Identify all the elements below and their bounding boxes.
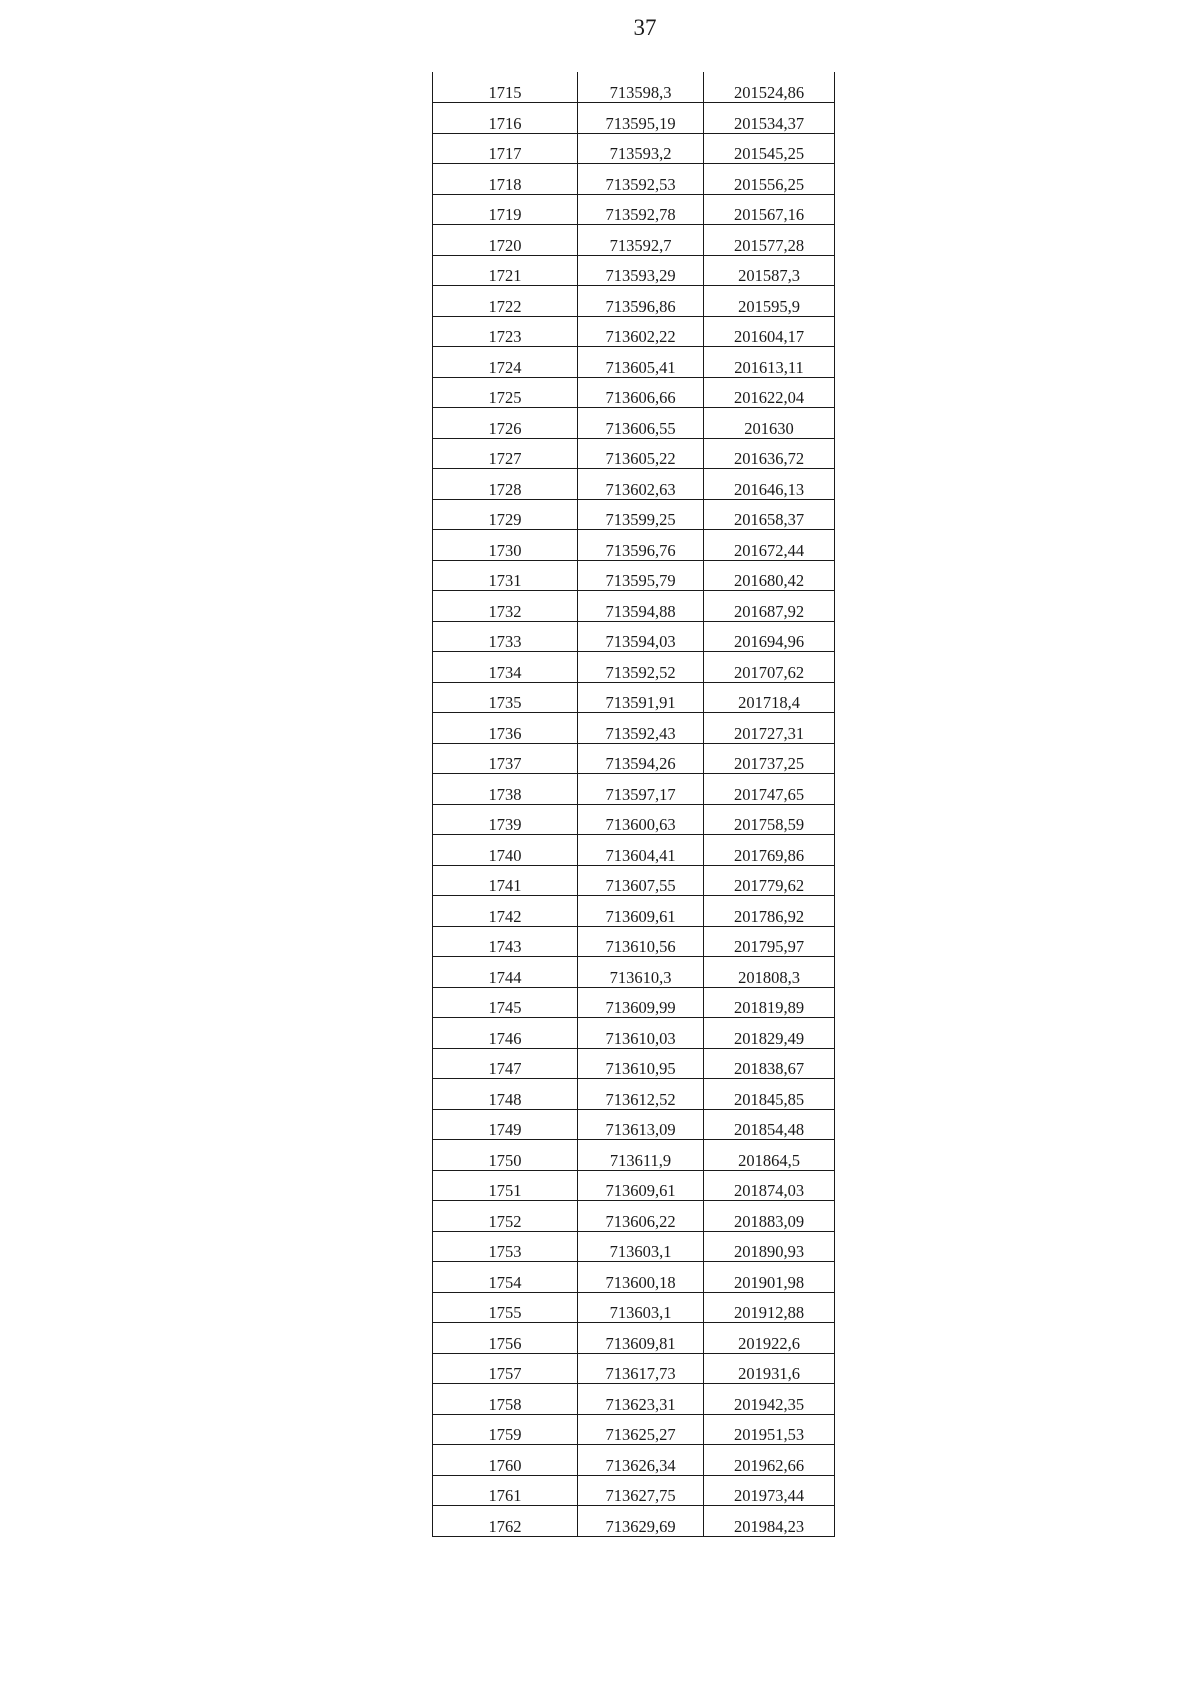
x-coordinate-cell: 713609,81 [578,1323,704,1354]
table-row [433,1506,835,1537]
x-coordinate-cell: 713626,34 [578,1445,704,1476]
point-number-cell: 1723 [433,316,578,347]
point-number-cell: 1716 [433,103,578,134]
x-coordinate-cell: 713598,3 [578,72,704,103]
point-number-cell: 1745 [433,987,578,1018]
y-coordinate-cell: 201587,3 [704,255,835,286]
y-coordinate-cell: 201524,86 [704,72,835,103]
table-row [433,225,835,256]
y-coordinate-cell: 201912,88 [704,1292,835,1323]
table-row [433,1201,835,1232]
x-coordinate-cell: 713596,86 [578,286,704,317]
y-coordinate-cell: 201786,92 [704,896,835,927]
table-row [433,1018,835,1049]
table-row [433,1292,835,1323]
table-row [433,438,835,469]
point-number-cell: 1738 [433,774,578,805]
table-row [433,835,835,866]
point-number-cell: 1748 [433,1079,578,1110]
table-row [433,743,835,774]
x-coordinate-cell: 713610,3 [578,957,704,988]
y-coordinate-cell: 201901,98 [704,1262,835,1293]
table-row [433,286,835,317]
y-coordinate-cell: 201890,93 [704,1231,835,1262]
point-number-cell: 1739 [433,804,578,835]
x-coordinate-cell: 713593,29 [578,255,704,286]
x-coordinate-cell: 713609,61 [578,1170,704,1201]
x-coordinate-cell: 713606,66 [578,377,704,408]
x-coordinate-cell: 713605,22 [578,438,704,469]
point-number-cell: 1724 [433,347,578,378]
table-row [433,652,835,683]
point-number-cell: 1754 [433,1262,578,1293]
point-number-cell: 1720 [433,225,578,256]
table-row [433,1353,835,1384]
table-row [433,591,835,622]
x-coordinate-cell: 713627,75 [578,1475,704,1506]
x-coordinate-cell: 713599,25 [578,499,704,530]
point-number-cell: 1732 [433,591,578,622]
x-coordinate-cell: 713609,99 [578,987,704,1018]
x-coordinate-cell: 713595,79 [578,560,704,591]
table-row [433,164,835,195]
table-row [433,1262,835,1293]
point-number-cell: 1760 [433,1445,578,1476]
table-row [433,347,835,378]
table-row [433,103,835,134]
table-row [433,957,835,988]
point-number-cell: 1740 [433,835,578,866]
point-number-cell: 1749 [433,1109,578,1140]
point-number-cell: 1725 [433,377,578,408]
x-coordinate-cell: 713625,27 [578,1414,704,1445]
point-number-cell: 1733 [433,621,578,652]
point-number-cell: 1755 [433,1292,578,1323]
table-row [433,1170,835,1201]
y-coordinate-cell: 201838,67 [704,1048,835,1079]
y-coordinate-cell: 201795,97 [704,926,835,957]
table-row [433,621,835,652]
table-row [433,1109,835,1140]
point-number-cell: 1746 [433,1018,578,1049]
point-number-cell: 1756 [433,1323,578,1354]
y-coordinate-cell: 201845,85 [704,1079,835,1110]
table-row [433,1475,835,1506]
table-row [433,316,835,347]
table-row [433,408,835,439]
x-coordinate-cell: 713606,55 [578,408,704,439]
point-number-cell: 1715 [433,72,578,103]
y-coordinate-cell: 201595,9 [704,286,835,317]
x-coordinate-cell: 713594,88 [578,591,704,622]
y-coordinate-cell: 201687,92 [704,591,835,622]
y-coordinate-cell: 201854,48 [704,1109,835,1140]
x-coordinate-cell: 713592,7 [578,225,704,256]
table-row [433,774,835,805]
point-number-cell: 1729 [433,499,578,530]
x-coordinate-cell: 713610,95 [578,1048,704,1079]
table-row [433,499,835,530]
y-coordinate-cell: 201707,62 [704,652,835,683]
coordinates-table-body [433,72,835,1536]
point-number-cell: 1761 [433,1475,578,1506]
table-row [433,194,835,225]
table-row [433,987,835,1018]
y-coordinate-cell: 201718,4 [704,682,835,713]
x-coordinate-cell: 713602,22 [578,316,704,347]
y-coordinate-cell: 201680,42 [704,560,835,591]
x-coordinate-cell: 713600,63 [578,804,704,835]
table-row [433,133,835,164]
point-number-cell: 1762 [433,1506,578,1537]
table-row [433,72,835,103]
point-number-cell: 1758 [433,1384,578,1415]
y-coordinate-cell: 201942,35 [704,1384,835,1415]
x-coordinate-cell: 713595,19 [578,103,704,134]
x-coordinate-cell: 713594,26 [578,743,704,774]
point-number-cell: 1734 [433,652,578,683]
y-coordinate-cell: 201613,11 [704,347,835,378]
y-coordinate-cell: 201829,49 [704,1018,835,1049]
point-number-cell: 1717 [433,133,578,164]
x-coordinate-cell: 713610,56 [578,926,704,957]
y-coordinate-cell: 201769,86 [704,835,835,866]
table-row [433,926,835,957]
x-coordinate-cell: 713629,69 [578,1506,704,1537]
point-number-cell: 1757 [433,1353,578,1384]
x-coordinate-cell: 713617,73 [578,1353,704,1384]
table-row [433,865,835,896]
y-coordinate-cell: 201737,25 [704,743,835,774]
y-coordinate-cell: 201758,59 [704,804,835,835]
y-coordinate-cell: 201727,31 [704,713,835,744]
x-coordinate-cell: 713612,52 [578,1079,704,1110]
x-coordinate-cell: 713610,03 [578,1018,704,1049]
y-coordinate-cell: 201672,44 [704,530,835,561]
x-coordinate-cell: 713600,18 [578,1262,704,1293]
point-number-cell: 1752 [433,1201,578,1232]
x-coordinate-cell: 713596,76 [578,530,704,561]
table-row [433,713,835,744]
point-number-cell: 1741 [433,865,578,896]
y-coordinate-cell: 201874,03 [704,1170,835,1201]
x-coordinate-cell: 713607,55 [578,865,704,896]
table-row [433,1323,835,1354]
x-coordinate-cell: 713593,2 [578,133,704,164]
y-coordinate-cell: 201646,13 [704,469,835,500]
table-row [433,1414,835,1445]
y-coordinate-cell: 201951,53 [704,1414,835,1445]
point-number-cell: 1719 [433,194,578,225]
x-coordinate-cell: 713592,78 [578,194,704,225]
point-number-cell: 1727 [433,438,578,469]
point-number-cell: 1736 [433,713,578,744]
x-coordinate-cell: 713605,41 [578,347,704,378]
table-row [433,1445,835,1476]
y-coordinate-cell: 201577,28 [704,225,835,256]
point-number-cell: 1730 [433,530,578,561]
x-coordinate-cell: 713592,53 [578,164,704,195]
table-row [433,377,835,408]
point-number-cell: 1721 [433,255,578,286]
coordinates-table [432,72,835,1537]
x-coordinate-cell: 713609,61 [578,896,704,927]
y-coordinate-cell: 201864,5 [704,1140,835,1171]
y-coordinate-cell: 201747,65 [704,774,835,805]
y-coordinate-cell: 201694,96 [704,621,835,652]
x-coordinate-cell: 713592,52 [578,652,704,683]
y-coordinate-cell: 201973,44 [704,1475,835,1506]
page-number: 37 [633,15,657,40]
x-coordinate-cell: 713591,91 [578,682,704,713]
table-row [433,530,835,561]
point-number-cell: 1753 [433,1231,578,1262]
table-row [433,469,835,500]
y-coordinate-cell: 201984,23 [704,1506,835,1537]
point-number-cell: 1744 [433,957,578,988]
y-coordinate-cell: 201630 [704,408,835,439]
x-coordinate-cell: 713603,1 [578,1292,704,1323]
point-number-cell: 1742 [433,896,578,927]
y-coordinate-cell: 201808,3 [704,957,835,988]
table-row [433,1140,835,1171]
point-number-cell: 1747 [433,1048,578,1079]
x-coordinate-cell: 713603,1 [578,1231,704,1262]
y-coordinate-cell: 201636,72 [704,438,835,469]
point-number-cell: 1718 [433,164,578,195]
point-number-cell: 1731 [433,560,578,591]
y-coordinate-cell: 201567,16 [704,194,835,225]
point-number-cell: 1743 [433,926,578,957]
x-coordinate-cell: 713606,22 [578,1201,704,1232]
y-coordinate-cell: 201556,25 [704,164,835,195]
y-coordinate-cell: 201779,62 [704,865,835,896]
x-coordinate-cell: 713597,17 [578,774,704,805]
point-number-cell: 1726 [433,408,578,439]
y-coordinate-cell: 201883,09 [704,1201,835,1232]
point-number-cell: 1751 [433,1170,578,1201]
x-coordinate-cell: 713594,03 [578,621,704,652]
table-row [433,1384,835,1415]
table-row [433,255,835,286]
y-coordinate-cell: 201922,6 [704,1323,835,1354]
y-coordinate-cell: 201604,17 [704,316,835,347]
x-coordinate-cell: 713613,09 [578,1109,704,1140]
y-coordinate-cell: 201658,37 [704,499,835,530]
point-number-cell: 1728 [433,469,578,500]
x-coordinate-cell: 713623,31 [578,1384,704,1415]
table-row [433,682,835,713]
x-coordinate-cell: 713592,43 [578,713,704,744]
point-number-cell: 1759 [433,1414,578,1445]
table-row [433,804,835,835]
point-number-cell: 1722 [433,286,578,317]
y-coordinate-cell: 201931,6 [704,1353,835,1384]
x-coordinate-cell: 713602,63 [578,469,704,500]
y-coordinate-cell: 201819,89 [704,987,835,1018]
point-number-cell: 1735 [433,682,578,713]
x-coordinate-cell: 713611,9 [578,1140,704,1171]
y-coordinate-cell: 201534,37 [704,103,835,134]
table-row [433,1048,835,1079]
table-row [433,560,835,591]
y-coordinate-cell: 201622,04 [704,377,835,408]
x-coordinate-cell: 713604,41 [578,835,704,866]
point-number-cell: 1737 [433,743,578,774]
table-row [433,896,835,927]
y-coordinate-cell: 201962,66 [704,1445,835,1476]
y-coordinate-cell: 201545,25 [704,133,835,164]
point-number-cell: 1750 [433,1140,578,1171]
table-row [433,1079,835,1110]
table-row [433,1231,835,1262]
